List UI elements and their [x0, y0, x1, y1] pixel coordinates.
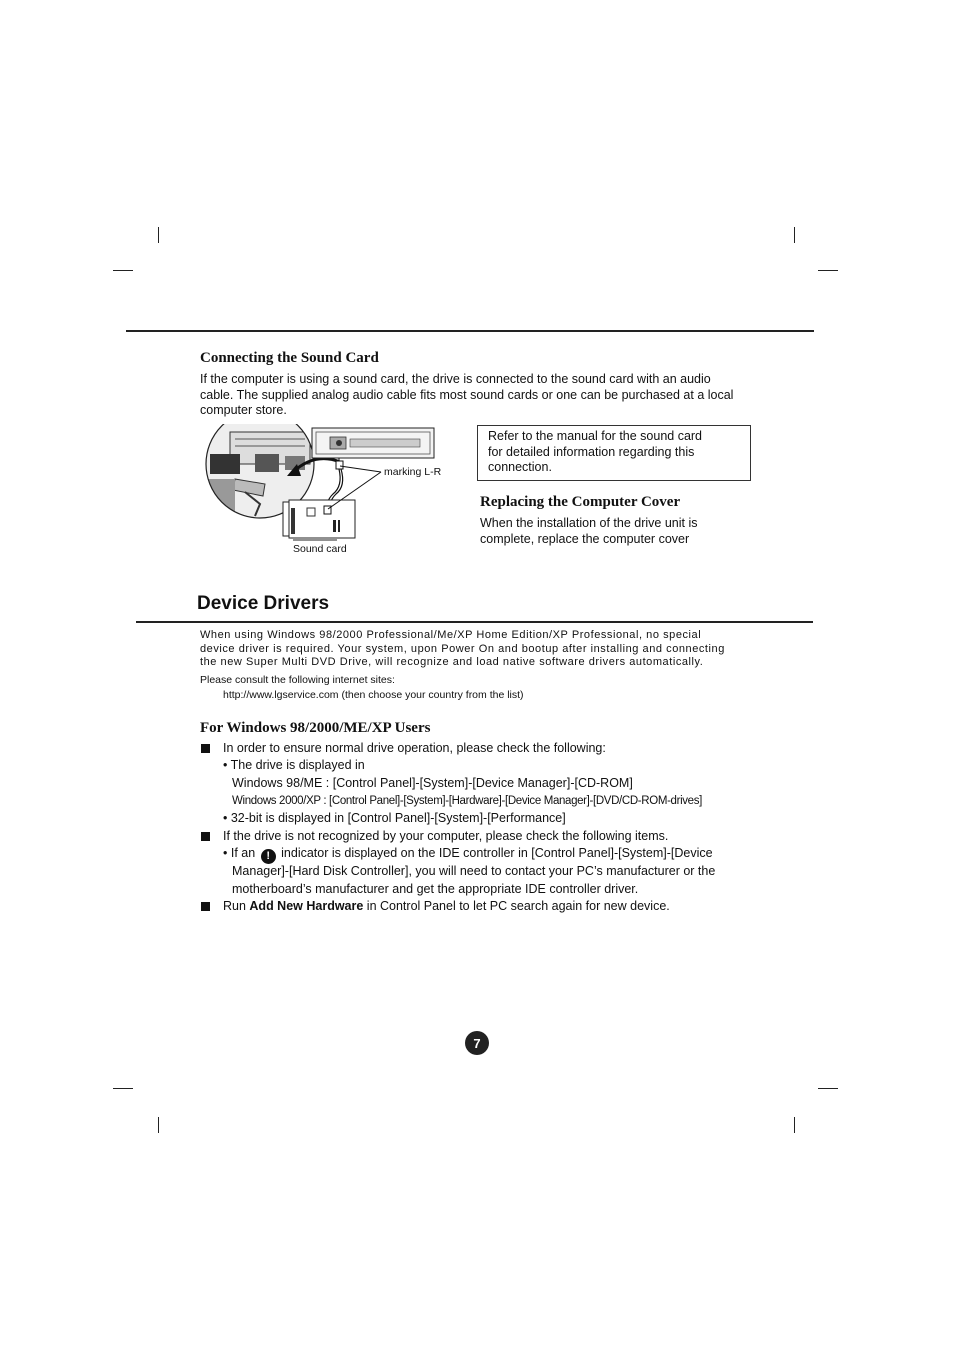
note-box [477, 425, 751, 481]
cover-paragraph [480, 516, 760, 547]
section-rule [136, 621, 813, 623]
list-item: In order to ensure normal drive operation, please check the following: [223, 741, 606, 755]
note-text [488, 429, 748, 476]
crop-mark [158, 227, 159, 243]
note-line: Refer to the manual for the sound card [488, 429, 703, 443]
sound-card-illustration [205, 424, 465, 554]
paragraph-line: cable. The supplied analog audio cable fits most sound cards or one can be purchased at a local [200, 387, 734, 402]
crop-mark [818, 1088, 838, 1089]
drivers-intro [200, 629, 760, 670]
note-line: connection. [488, 460, 552, 474]
list-subitem: • The drive is displayed in [223, 758, 365, 772]
intro-line: device driver is required. Your system, upon Power On and bootup after installing and connecting [200, 642, 725, 655]
paragraph-line: If the computer is using a sound card, the drive is connected to the sound card with an audio [200, 372, 711, 386]
list-subitem-detail: motherboard’s manufacturer and get the appropriate IDE controller driver. [232, 882, 639, 896]
windows-heading: For Windows 98/2000/ME/XP Users [200, 720, 431, 736]
service-url[interactable]: http://www.lgservice.com (then choose your country from the list) [223, 689, 524, 701]
paragraph-line: computer store. [200, 403, 287, 417]
subitem-text: • If an [223, 846, 256, 860]
crop-mark [113, 270, 133, 271]
crop-mark [113, 1088, 133, 1089]
page-number: 7 [465, 1031, 489, 1055]
subitem-text: indicator is displayed on the IDE controller in [Control Panel]-[System]-[Device [281, 846, 713, 860]
add-new-hardware-text: Add New Hardware [249, 899, 364, 913]
square-bullet [201, 744, 210, 753]
marking-label: marking L-R [384, 466, 442, 478]
intro-line: the new Super Multi DVD Drive, will recognize and load native software drivers automatically. [200, 656, 704, 668]
square-bullet [201, 832, 210, 841]
sound-card-heading: Connecting the Sound Card [200, 350, 379, 366]
item-text: Run [223, 899, 250, 913]
warning-icon: ! [261, 849, 276, 864]
top-rule [126, 330, 814, 332]
square-bullet [201, 902, 210, 911]
list-subitem-detail: Manager]-[Hard Disk Controller], you will need to contact your PC’s manufacturer or the [232, 864, 716, 878]
list-subitem-detail: Windows 98/ME : [Control Panel]-[System]-[Device Manager]-[CD-ROM] [232, 776, 633, 790]
cover-line: When the installation of the drive unit is [480, 516, 698, 530]
intro-line: When using Windows 98/2000 Professional/Me/XP Home Edition/XP Professional, no special [200, 629, 702, 641]
note-line: for detailed information regarding this [488, 444, 695, 459]
list-subitem [223, 845, 713, 864]
list-subitem-detail: Windows 2000/XP : [Control Panel]-[System]-[Hardware]-[Device Manager]-[DVD/CD-ROM-drives] [232, 795, 702, 807]
crop-mark [818, 270, 838, 271]
device-drivers-heading: Device Drivers [197, 593, 330, 614]
crop-mark [794, 1117, 795, 1133]
list-item: If the drive is not recognized by your computer, please check the following items. [223, 829, 669, 843]
crop-mark [158, 1117, 159, 1133]
item-text: in Control Panel to let PC search again for new device. [363, 899, 670, 913]
list-subitem: • 32-bit is displayed in [Control Panel]-[System]-[Performance] [223, 811, 566, 825]
cover-line: complete, replace the computer cover [480, 531, 690, 546]
cover-heading: Replacing the Computer Cover [480, 494, 681, 510]
sound-card-label: Sound card [293, 543, 347, 555]
sound-card-paragraph [200, 372, 760, 419]
consult-text: Please consult the following internet sites: [200, 674, 395, 686]
list-item [223, 898, 670, 915]
crop-mark [794, 227, 795, 243]
